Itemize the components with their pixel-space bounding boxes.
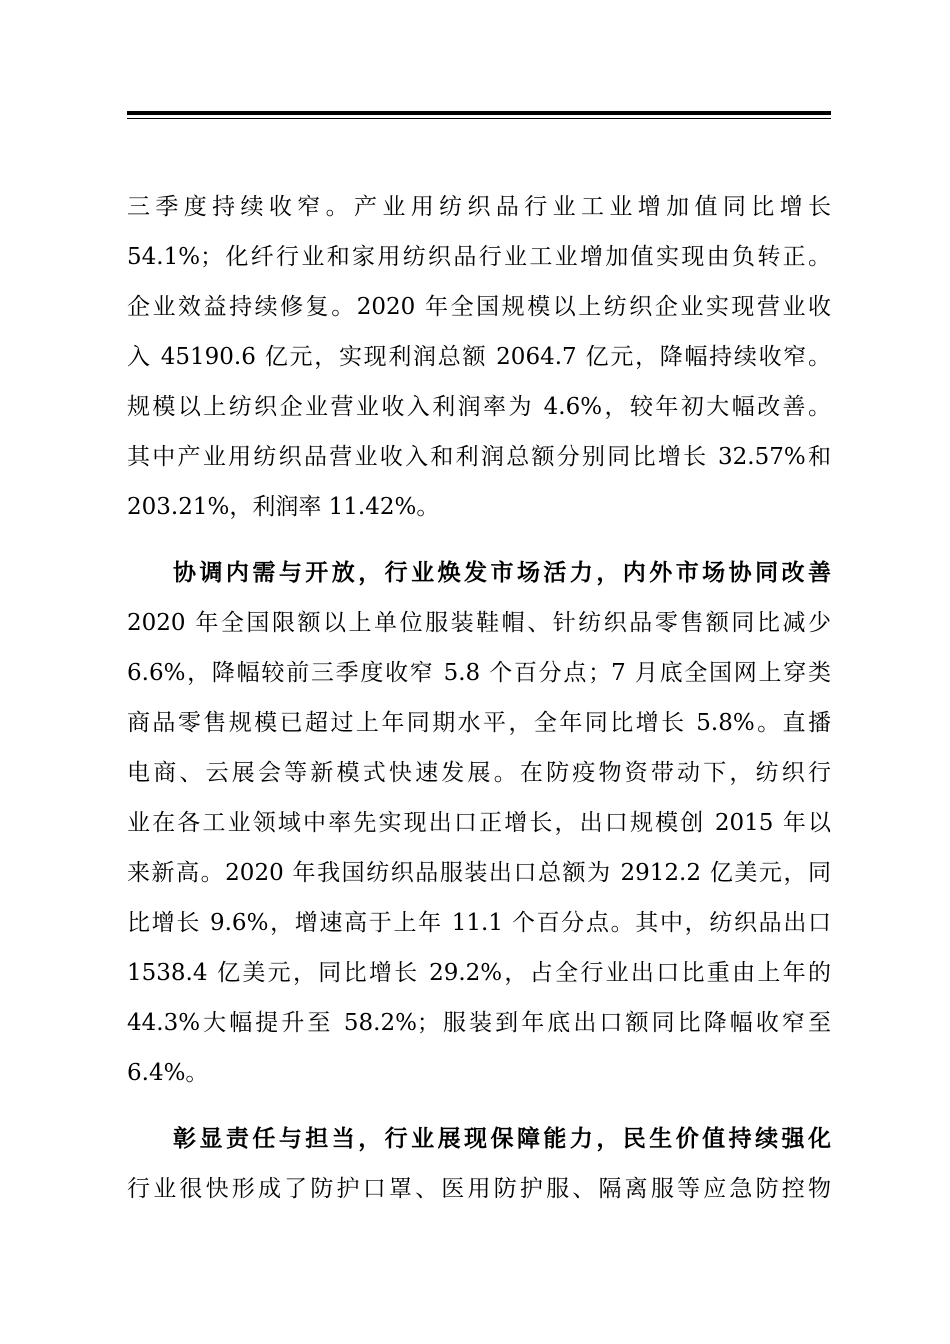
- text-line: 规模以上纺织企业营业收入利润率为 4.6%，较年初大幅改善。: [127, 394, 831, 420]
- text-line: 44.3%大幅提升至 58.2%；服装到年底出口额同比降幅收窄至: [127, 1010, 831, 1036]
- text-line: 6.4%。: [127, 1060, 209, 1086]
- paragraph-profit: [127, 182, 831, 532]
- text-line: 1538.4 亿美元，同比增长 29.2%，占全行业出口比重由上年的: [127, 960, 831, 986]
- text-line: 203.21%，利润率 11.42%。: [127, 494, 440, 520]
- text-line: 比增长 9.6%，增速高于上年 11.1 个百分点。其中，纺织品出口: [127, 910, 831, 936]
- text-line: 54.1%；化纤行业和家用纺织品行业工业增加值实现由负转正。: [127, 244, 831, 270]
- paragraph-responsibility: [127, 1114, 831, 1214]
- header-rule-thick: [127, 111, 831, 115]
- text-line: 2020 年全国限额以上单位服装鞋帽、针纺织品零售额同比减少: [127, 610, 831, 636]
- text-line: 电商、云展会等新模式快速发展。在防疫物资带动下，纺织行: [127, 760, 831, 786]
- text-line: 企业效益持续修复。2020 年全国规模以上纺织企业实现营业收: [127, 294, 831, 320]
- text-line: 6.6%，降幅较前三季度收窄 5.8 个百分点；7 月底全国网上穿类: [127, 660, 831, 686]
- document-body: [127, 182, 831, 1214]
- text-line: 行业很快形成了防护口罩、医用防护服、隔离服等应急防控物: [127, 1176, 831, 1202]
- text-line: 三季度持续收窄。产业用纺织品行业工业增加值同比增长: [127, 194, 831, 220]
- header-rule-thin: [127, 118, 831, 119]
- text-line: 其中产业用纺织品营业收入和利润总额分别同比增长 32.57%和: [127, 444, 831, 470]
- section-heading: 彰显责任与担当，行业展现保障能力，民生价值持续强化: [173, 1125, 831, 1152]
- text-line: 入 45190.6 亿元，实现利润总额 2064.7 亿元，降幅持续收窄。: [127, 344, 831, 370]
- section-heading: 协调内需与开放，行业焕发市场活力，内外市场协同改善: [173, 559, 831, 586]
- text-line: 来新高。2020 年我国纺织品服装出口总额为 2912.2 亿美元，同: [127, 860, 831, 886]
- text-line: 商品零售规模已超过上年同期水平，全年同比增长 5.8%。直播: [127, 710, 831, 736]
- paragraph-market: [127, 548, 831, 1098]
- text-line: 业在各工业领域中率先实现出口正增长，出口规模创 2015 年以: [127, 810, 831, 836]
